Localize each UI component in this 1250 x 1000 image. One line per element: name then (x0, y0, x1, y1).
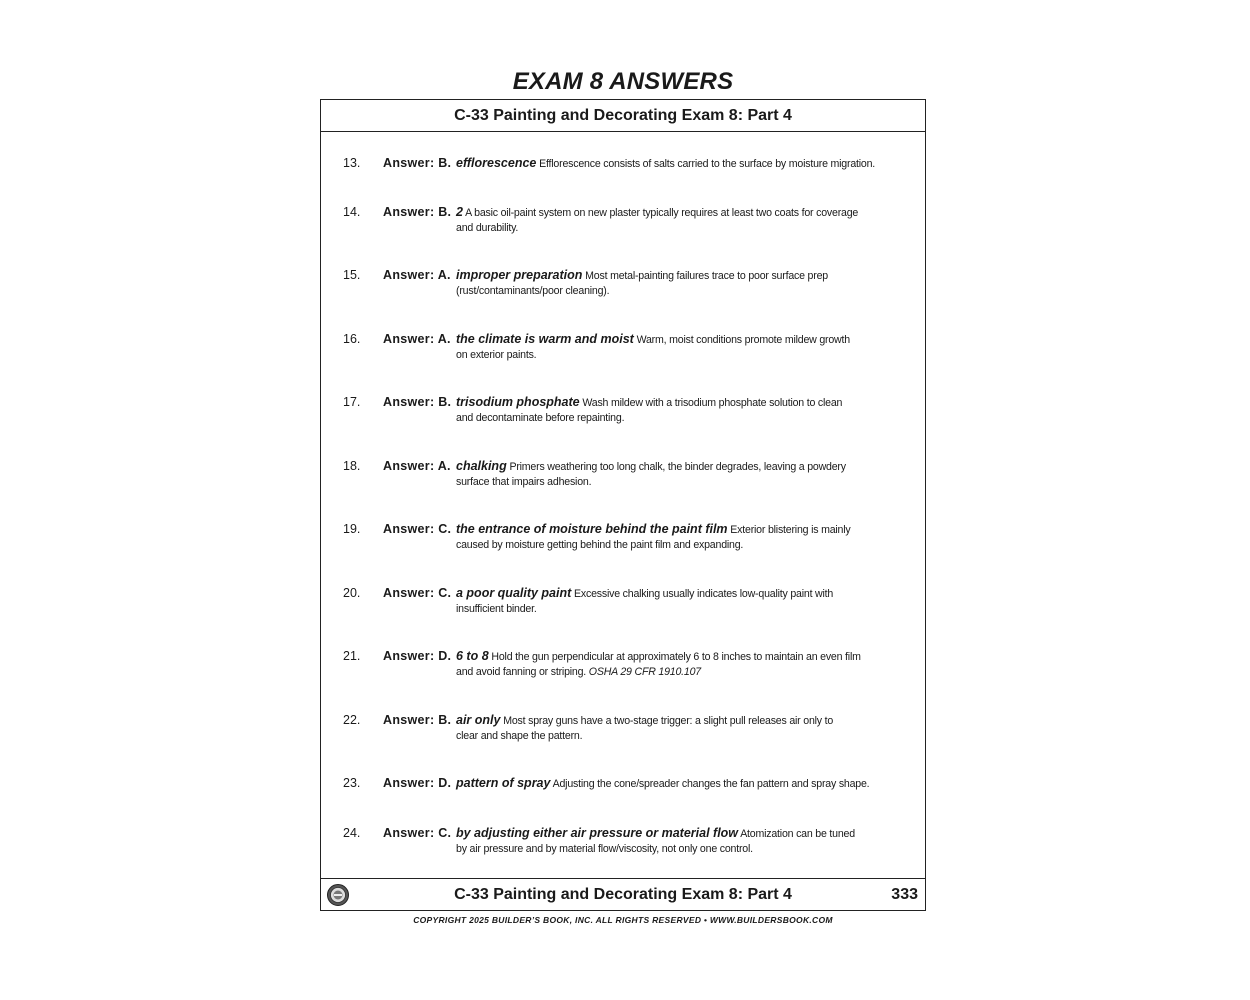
answer-frame (320, 99, 926, 911)
question-number: 24. (343, 826, 361, 840)
answer-key: 6 to 8 (456, 649, 489, 663)
copyright-notice: COPYRIGHT 2025 BUILDER’S BOOK, INC. ALL RIGHTS RESERVED • WWW.BUILDERSBOOK.COM (413, 915, 833, 925)
answer-label: Answer: B. (383, 395, 452, 409)
answer-label: Answer: B. (383, 205, 452, 219)
question-number: 17. (343, 395, 361, 409)
answer-label: Answer: C. (383, 586, 452, 600)
question-number: 19. (343, 522, 361, 536)
answer-key: the entrance of moisture behind the paint film (456, 522, 728, 536)
answer-key: a poor quality paint (456, 586, 572, 600)
question-number: 22. (343, 713, 361, 727)
answer-key: pattern of spray (456, 776, 551, 790)
question-number: 18. (343, 459, 361, 473)
answer-key: efflorescence (456, 156, 537, 170)
answer-label: Answer: A. (383, 459, 451, 473)
answer-key: air only (456, 713, 501, 727)
page-title: EXAM 8 ANSWERS (512, 68, 734, 95)
footer-title: C-33 Painting and Decorating Exam 8: Part 4 (454, 886, 792, 903)
answer-key: 2 (456, 205, 463, 219)
answer-label: Answer: A. (383, 268, 451, 282)
answer-label: Answer: D. (383, 776, 452, 790)
question-number: 20. (343, 586, 361, 600)
answer-explanation: Efflorescence consists of salts carried to the surface by moisture migration. (536, 158, 876, 170)
question-number: 16. (343, 332, 361, 346)
regulation-reference: OSHA 29 CFR 1910.107 (588, 666, 701, 678)
answer-key: trisodium phosphate (456, 395, 580, 409)
answer-key: improper preparation (456, 268, 583, 282)
answer-label: Answer: C. (383, 826, 452, 840)
answer-explanation: Atomization can be tuned by air pressure and by material flow/viscosity, not only one control. (456, 828, 855, 855)
answer-explanation: Most metal-painting failures trace to poor surface prep (rust/contaminants/poor cleaning). (456, 270, 828, 297)
answer-label: Answer: B. (383, 713, 452, 727)
answer-label: Answer: B. (383, 156, 452, 170)
section-header: C-33 Painting and Decorating Exam 8: Part 4 (321, 100, 925, 132)
answer-explanation: A basic oil-paint system on new plaster typically requires at least two coats for coverage and durability. (456, 207, 859, 234)
question-number: 14. (343, 205, 361, 219)
answer-label: Answer: A. (383, 332, 451, 346)
answer-explanation: Adjusting the cone/spreader changes the fan pattern and spray shape. (550, 778, 870, 790)
answer-explanation: Most spray guns have a two-stage trigger: a slight pull releases air only to clear and shape the pattern. (456, 715, 834, 742)
question-number: 23. (343, 776, 361, 790)
answer-explanation: Warm, moist conditions promote mildew growth on exterior paints. (456, 334, 850, 361)
answer-key: by adjusting either air pressure or material flow (456, 826, 739, 840)
question-number: 21. (343, 649, 361, 663)
answer-label: Answer: C. (383, 522, 452, 536)
page-footer (321, 878, 925, 910)
answer-label: Answer: D. (383, 649, 452, 663)
answer-explanation: Hold the gun perpendicular at approximately 6 to 8 inches to maintain an even film and avoid fanning or striping. (456, 651, 861, 678)
question-number: 13. (343, 156, 361, 170)
answer-explanation: Excessive chalking usually indicates low-quality paint with insufficient binder. (456, 588, 834, 615)
answer-explanation: Wash mildew with a trisodium phosphate solution to clean and decontaminate before repainting. (456, 397, 843, 424)
answer-key: the climate is warm and moist (456, 332, 634, 346)
answer-key: chalking (456, 459, 507, 473)
page-number: 333 (891, 886, 918, 903)
question-number: 15. (343, 268, 361, 282)
answer-explanation: Exterior blistering is mainly caused by moisture getting behind the paint film and expanding. (456, 524, 851, 551)
answer-explanation: Primers weathering too long chalk, the binder degrades, leaving a powdery surface that impairs adhesion. (456, 461, 846, 488)
